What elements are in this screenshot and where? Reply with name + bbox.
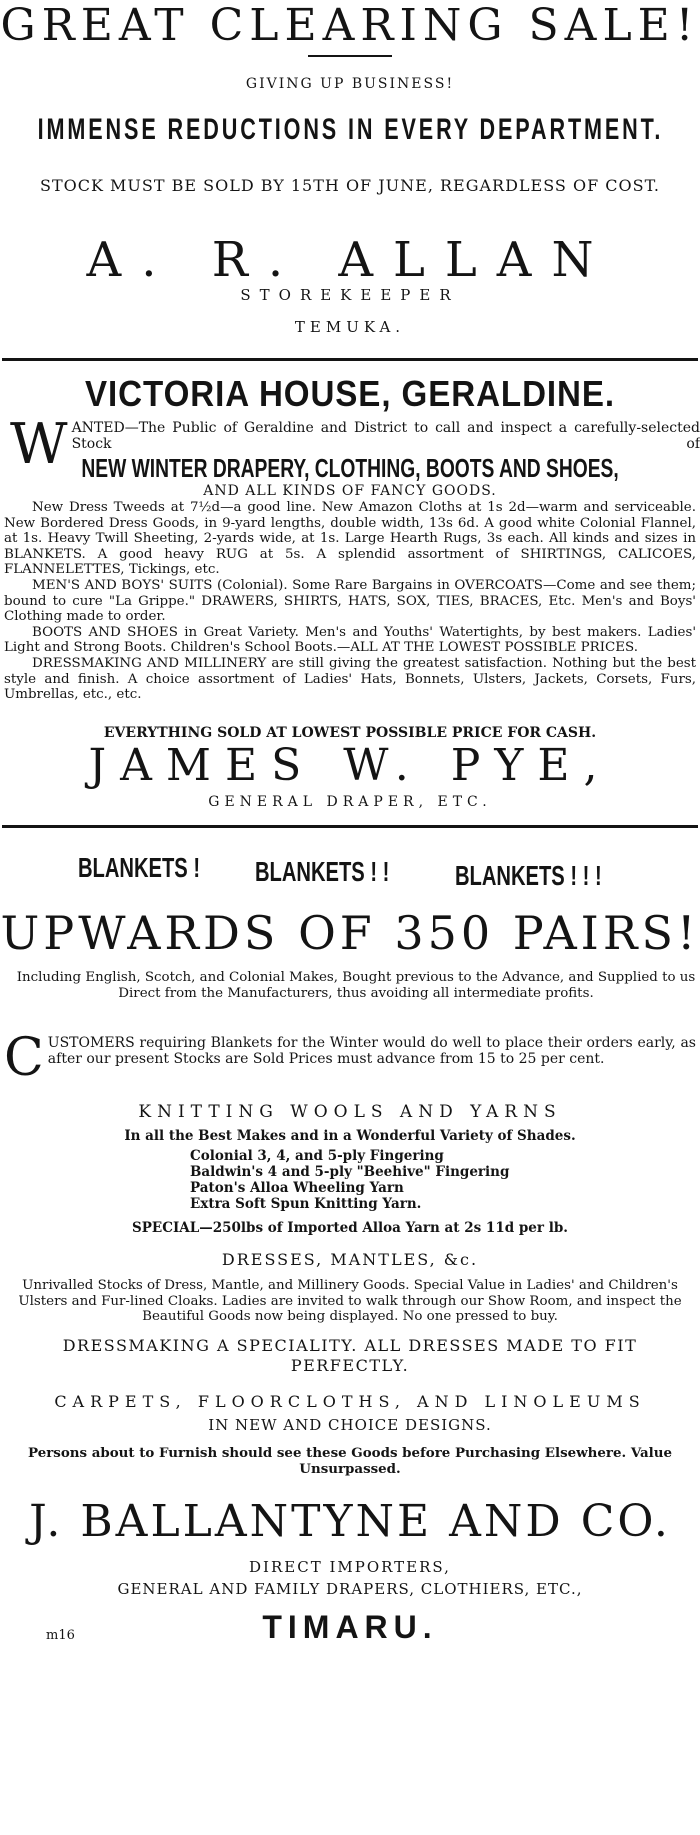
furnish-notice: Persons about to Furnish should see these Goods before Purchasing Elsewhere. Value Unsurpassed. bbox=[28, 1445, 672, 1477]
pye-feature bbox=[0, 453, 700, 484]
pye-cash-line: EVERYTHING SOLD AT LOWEST POSSIBLE PRICE FOR CASH. bbox=[103, 725, 597, 741]
allan-trade: STOREKEEPER bbox=[240, 286, 460, 304]
pye-dropcap: W bbox=[10, 412, 68, 477]
ad-code: m16 bbox=[46, 1628, 75, 1643]
blankets-row bbox=[0, 852, 700, 896]
knitting-item: Extra Soft Spun Knitting Yarn. bbox=[190, 1196, 422, 1212]
knitting-item: Paton's Alloa Wheeling Yarn bbox=[190, 1180, 404, 1196]
knitting-item: Colonial 3, 4, and 5-ply Fingering bbox=[190, 1148, 444, 1164]
ballantyne-place-text: TIMARU. bbox=[262, 1609, 438, 1645]
dresses-body: Unrivalled Stocks of Dress, Mantle, and Millinery Goods. Special Value in Ladies' and Children's Ulsters and Fur-lined Cloaks. Ladies are invited to walk through our Show Room, and inspect the Beautiful Goods now being displayed. No one pressed to buy. bbox=[18, 1278, 682, 1325]
ballantyne-trade-1: DIRECT IMPORTERS, bbox=[249, 1558, 451, 1576]
ballantyne-trade-2: GENERAL AND FAMILY DRAPERS, CLOTHIERS, ETC., bbox=[117, 1580, 583, 1598]
allan-subhead: GIVING UP BUSINESS! bbox=[245, 76, 455, 92]
dressmaking-notice bbox=[4, 1336, 696, 1376]
pye-name: JAMES W. PYE, bbox=[88, 740, 612, 791]
allan-banner bbox=[0, 112, 700, 148]
knitting-subheading: In all the Best Makes and in a Wonderful Variety of Shades. bbox=[124, 1128, 576, 1144]
allan-headline-text: GREAT CLEARING SALE! bbox=[0, 0, 700, 51]
knitting-item: Baldwin's 4 and 5-ply "Beehive" Fingering bbox=[190, 1164, 510, 1180]
ballantyne-place bbox=[0, 1608, 700, 1646]
allan-headline bbox=[0, 0, 700, 52]
ballantyne-headline: UPWARDS OF 350 PAIRS! bbox=[0, 906, 700, 960]
pye-body bbox=[4, 500, 696, 703]
dressmaking-notice-text: DRESSMAKING A SPECIALITY. ALL DRESSES MADE TO FIT PERFECTLY. bbox=[62, 1336, 638, 1375]
allan-divider bbox=[308, 55, 392, 57]
pye-headline bbox=[0, 374, 700, 415]
blankets-label-1: BLANKETS ! bbox=[78, 852, 201, 883]
pye-headline-text: VICTORIA HOUSE, GERALDINE. bbox=[85, 373, 615, 414]
ballantyne-dropcap: C bbox=[4, 1028, 44, 1088]
pye-paragraph-millinery: DRESSMAKING AND MILLINERY are still giving the greatest satisfaction. Nothing but the best style and finish. A choice assortment of Ladies' Hats, Bonnets, Ulsters, Jackets, Corsets, Furs, Umbrellas, etc., etc. bbox=[4, 655, 696, 703]
knitting-list bbox=[190, 1148, 590, 1212]
pye-paragraph-tweeds: New Dress Tweeds at 7½d—a good line. New Amazon Cloths at 1s 2d—warm and serviceable. New Bordered Dress Goods, in 9-yard lengths, double width, 13s 6d. A good white Colonial Flannel, at 1s. Heavy Twill Sheeting, 2-yards wide, at 1s. Large Hearth Rugs, 3s each. All kinds and sizes in BLANKETS. A good heavy RUG at 5s. A splendid assortment of SHIRTINGS, CALICOES, FLANNELETTES, Tickings, etc. bbox=[4, 500, 696, 578]
pye-feature-text: NEW WINTER DRAPERY, CLOTHING, BOOTS AND SHOES, bbox=[81, 453, 619, 483]
carpets-heading: CARPETS, FLOORCLOTHS, AND LINOLEUMS bbox=[54, 1392, 646, 1411]
blankets-label-3: BLANKETS ! ! ! bbox=[455, 860, 602, 891]
pye-trade: GENERAL DRAPER, ETC. bbox=[208, 794, 492, 810]
knitting-special: SPECIAL—250lbs of Imported Alloa Yarn at 2s 11d per lb. bbox=[132, 1220, 568, 1236]
allan-place: TEMUKA. bbox=[294, 318, 406, 336]
section-divider-1 bbox=[2, 358, 698, 361]
dresses-heading: DRESSES, MANTLES, &c. bbox=[221, 1250, 479, 1269]
allan-notice: STOCK MUST BE SOLD BY 15TH OF JUNE, REGARDLESS OF COST. bbox=[39, 176, 660, 195]
pye-intro-text: ANTED—The Public of Geraldine and District to call and inspect a carefully-selected Stock of bbox=[71, 420, 700, 452]
ballantyne-name: J. BALLANTYNE AND CO. bbox=[29, 1496, 671, 1547]
ballantyne-makes: Including English, Scotch, and Colonial Makes, Bought previous to the Advance, and Supplied to us Direct from the Manufacturers, thus avoiding all intermediate profits. bbox=[16, 970, 696, 1001]
blankets-label-2: BLANKETS ! ! bbox=[255, 856, 390, 887]
ballantyne-customers-text: USTOMERS requiring Blankets for the Winter would do well to place their orders early, as after our present Stocks are Sold Prices must advance from 15 to 25 per cent. bbox=[47, 1035, 696, 1067]
pye-paragraph-suits: MEN'S AND BOYS' SUITS (Colonial). Some Rare Bargains in OVERCOATS—Come and see them; bound to cure "La Grippe." DRAWERS, SHIRTS, HATS, SOX, TIES, BRACES, Etc. Men's and Boys' Clothing made to order. bbox=[4, 577, 696, 625]
allan-name: A. R. ALLAN bbox=[86, 232, 614, 288]
ballantyne-customers bbox=[4, 1028, 696, 1088]
allan-banner-text: IMMENSE REDUCTIONS IN EVERY DEPARTMENT. bbox=[37, 113, 663, 146]
pye-paragraph-boots: BOOTS AND SHOES in Great Variety. Men's and Youths' Watertights, by best makers. Ladies' Light and Strong Boots. Children's School Boots.—ALL AT THE LOWEST POSSIBLE PRICES. bbox=[4, 624, 696, 656]
pye-feature-sub: AND ALL KINDS OF FANCY GOODS. bbox=[203, 483, 497, 499]
knitting-heading: KNITTING WOOLS AND YARNS bbox=[138, 1102, 562, 1122]
carpets-subheading: IN NEW AND CHOICE DESIGNS. bbox=[208, 1416, 492, 1434]
section-divider-2 bbox=[2, 825, 698, 828]
